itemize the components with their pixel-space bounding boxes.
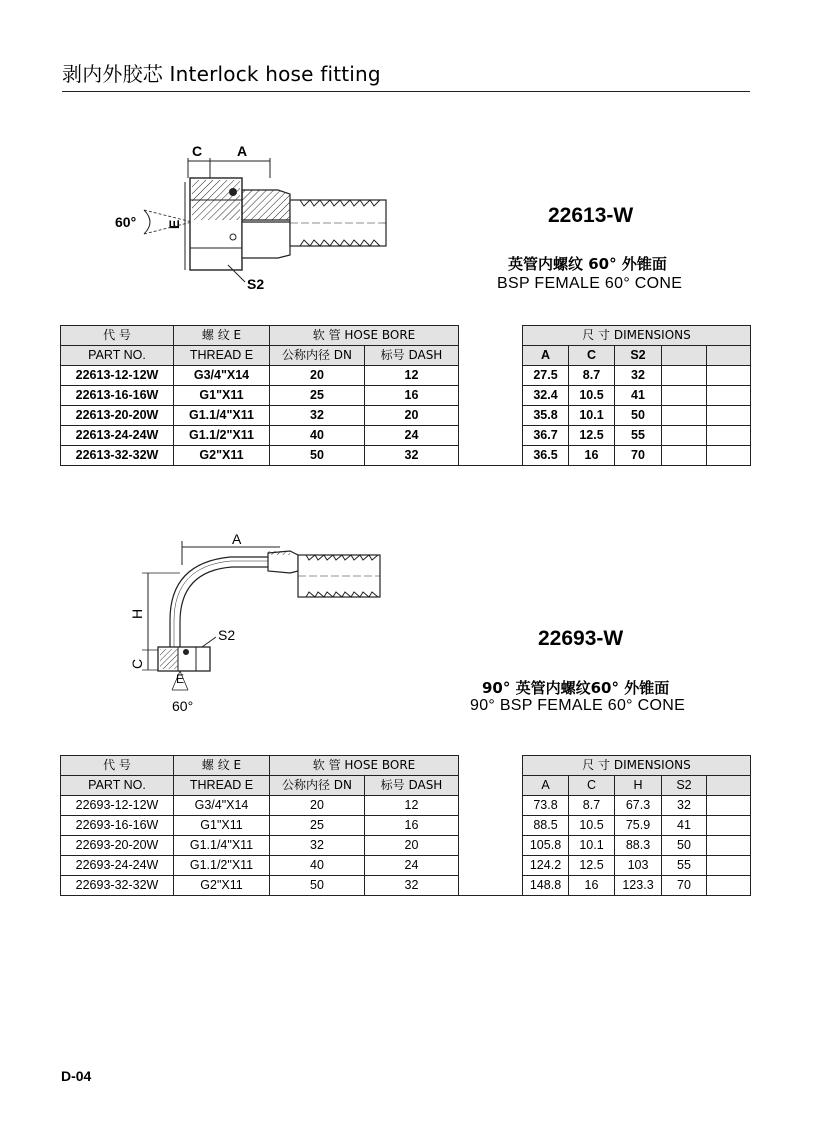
cell-thread: G1"X11 — [174, 816, 270, 836]
cell-thread: G2"X11 — [174, 876, 270, 896]
cell-thread: G3/4"X14 — [174, 796, 270, 816]
cell-s2: 50 — [662, 836, 707, 856]
cell-c: 12.5 — [569, 856, 615, 876]
cell-a: 36.7 — [523, 426, 569, 446]
dim-label-e: E — [176, 672, 185, 686]
cell-c: 10.5 — [569, 386, 615, 406]
cell-h: 103 — [615, 856, 662, 876]
cell-a: 124.2 — [523, 856, 569, 876]
cell-s2: 70 — [615, 446, 662, 466]
table-row — [61, 836, 751, 856]
angle-label: 60° — [172, 698, 194, 714]
cell-a: 27.5 — [523, 366, 569, 386]
cell-part: 22693-32-32W — [61, 876, 174, 896]
cell-dash: 12 — [365, 796, 459, 816]
header-thread-cn: 螺 纹 E — [174, 756, 270, 776]
cell-s2: 32 — [615, 366, 662, 386]
description-en: 90° BSP FEMALE 60° CONE — [470, 697, 686, 714]
cell-thread: G1.1/2"X11 — [174, 856, 270, 876]
header-col-c: C — [569, 776, 615, 796]
header-dn: 公称内径 DN — [270, 776, 365, 796]
cell-c: 10.5 — [569, 816, 615, 836]
straight-fitting-drawing — [100, 130, 400, 300]
cell-part: 22613-24-24W — [61, 426, 174, 446]
cell-dn: 50 — [270, 876, 365, 896]
cell-a: 36.5 — [523, 446, 569, 466]
description-cn: 90° 英管内螺纹60° 外锥面 — [482, 679, 670, 697]
spec-table-22693w — [60, 755, 751, 896]
angle-label: 60° — [115, 214, 137, 230]
header-hose-bore: 软 管 HOSE BORE — [270, 756, 459, 776]
cell-part: 22693-20-20W — [61, 836, 174, 856]
cell-h: 67.3 — [615, 796, 662, 816]
cell-dn: 20 — [270, 796, 365, 816]
cell-s2: 41 — [662, 816, 707, 836]
cell-thread: G2"X11 — [174, 446, 270, 466]
cell-dn: 20 — [270, 366, 365, 386]
header-dimensions: 尺 寸 DIMENSIONS — [523, 326, 751, 346]
cell-a: 88.5 — [523, 816, 569, 836]
header-part-cn: 代 号 — [61, 756, 174, 776]
cell-part: 22613-32-32W — [61, 446, 174, 466]
cell-dn: 32 — [270, 836, 365, 856]
cell-a: 32.4 — [523, 386, 569, 406]
dim-label-s2: S2 — [247, 276, 265, 292]
cell-c: 10.1 — [569, 836, 615, 856]
table-row — [61, 386, 751, 406]
table-row — [61, 816, 751, 836]
dim-label-a: A — [237, 143, 248, 159]
cell-part: 22693-12-12W — [61, 796, 174, 816]
table-row — [61, 446, 751, 466]
table-row — [61, 366, 751, 386]
header-dash: 标号 DASH — [365, 346, 459, 366]
cell-s2: 32 — [662, 796, 707, 816]
description-en: BSP FEMALE 60° CONE — [497, 275, 683, 292]
header-col-s2: S2 — [662, 776, 707, 796]
header-part-cn: 代 号 — [61, 326, 174, 346]
cell-h: 123.3 — [615, 876, 662, 896]
cell-thread: G3/4"X14 — [174, 366, 270, 386]
header-col-s2: S2 — [615, 346, 662, 366]
table-row — [61, 876, 751, 896]
header-hose-bore: 软 管 HOSE BORE — [270, 326, 459, 346]
cell-dash: 32 — [365, 446, 459, 466]
cell-c: 16 — [569, 876, 615, 896]
cell-thread: G1"X11 — [174, 386, 270, 406]
model-code-22613w: 22613-W — [548, 204, 634, 227]
cell-c: 8.7 — [569, 796, 615, 816]
header-col-h: H — [615, 776, 662, 796]
cell-dash: 24 — [365, 856, 459, 876]
cell-a: 105.8 — [523, 836, 569, 856]
dim-label-s2: S2 — [218, 627, 236, 643]
cell-dash: 20 — [365, 836, 459, 856]
page-number: D-04 — [61, 1068, 92, 1084]
table-row — [61, 856, 751, 876]
cell-c: 10.1 — [569, 406, 615, 426]
table-row — [61, 426, 751, 446]
cell-dn: 50 — [270, 446, 365, 466]
cell-s2: 55 — [662, 856, 707, 876]
model-code-22693w: 22693-W — [538, 627, 624, 650]
title-divider — [62, 91, 750, 92]
cell-dn: 32 — [270, 406, 365, 426]
spec-table-22613w — [60, 325, 751, 466]
cell-s2: 50 — [615, 406, 662, 426]
cell-thread: G1.1/4"X11 — [174, 406, 270, 426]
cell-part: 22613-20-20W — [61, 406, 174, 426]
header-thread-en: THREAD E — [174, 776, 270, 796]
header-part-en: PART NO. — [61, 776, 174, 796]
cell-a: 73.8 — [523, 796, 569, 816]
description-cn: 英管内螺纹 60° 外锥面 — [508, 255, 667, 273]
header-dn: 公称内径 DN — [270, 346, 365, 366]
cell-dash: 32 — [365, 876, 459, 896]
cell-dn: 40 — [270, 426, 365, 446]
cell-c: 8.7 — [569, 366, 615, 386]
dim-label-e: E — [166, 219, 182, 229]
cell-s2: 41 — [615, 386, 662, 406]
header-part-en: PART NO. — [61, 346, 174, 366]
cell-dash: 16 — [365, 386, 459, 406]
cell-c: 12.5 — [569, 426, 615, 446]
cell-dn: 25 — [270, 816, 365, 836]
header-thread-cn: 螺 纹 E — [174, 326, 270, 346]
header-dimensions: 尺 寸 DIMENSIONS — [523, 756, 751, 776]
cell-dash: 16 — [365, 816, 459, 836]
cell-dn: 25 — [270, 386, 365, 406]
cell-part: 22613-12-12W — [61, 366, 174, 386]
cell-a: 35.8 — [523, 406, 569, 426]
cell-dash: 20 — [365, 406, 459, 426]
cell-s2: 55 — [615, 426, 662, 446]
header-col-a: A — [523, 776, 569, 796]
cell-c: 16 — [569, 446, 615, 466]
page-title: 剥内外胶芯 Interlock hose fitting — [62, 62, 381, 86]
cell-dash: 12 — [365, 366, 459, 386]
table-row — [61, 406, 751, 426]
cell-part: 22613-16-16W — [61, 386, 174, 406]
header-dash: 标号 DASH — [365, 776, 459, 796]
cell-h: 88.3 — [615, 836, 662, 856]
dim-label-a: A — [232, 531, 242, 547]
cell-a: 148.8 — [523, 876, 569, 896]
cell-dash: 24 — [365, 426, 459, 446]
dim-label-c: C — [129, 658, 145, 669]
cell-dn: 40 — [270, 856, 365, 876]
cell-thread: G1.1/2"X11 — [174, 426, 270, 446]
cell-h: 75.9 — [615, 816, 662, 836]
cell-thread: G1.1/4"X11 — [174, 836, 270, 856]
cell-part: 22693-16-16W — [61, 816, 174, 836]
cell-s2: 70 — [662, 876, 707, 896]
dim-label-c: C — [192, 143, 203, 159]
header-col-c: C — [569, 346, 615, 366]
table-row — [61, 796, 751, 816]
header-thread-en: THREAD E — [174, 346, 270, 366]
dim-label-h: H — [129, 608, 145, 619]
elbow-fitting-drawing — [120, 525, 400, 720]
header-col-a: A — [523, 346, 569, 366]
cell-part: 22693-24-24W — [61, 856, 174, 876]
